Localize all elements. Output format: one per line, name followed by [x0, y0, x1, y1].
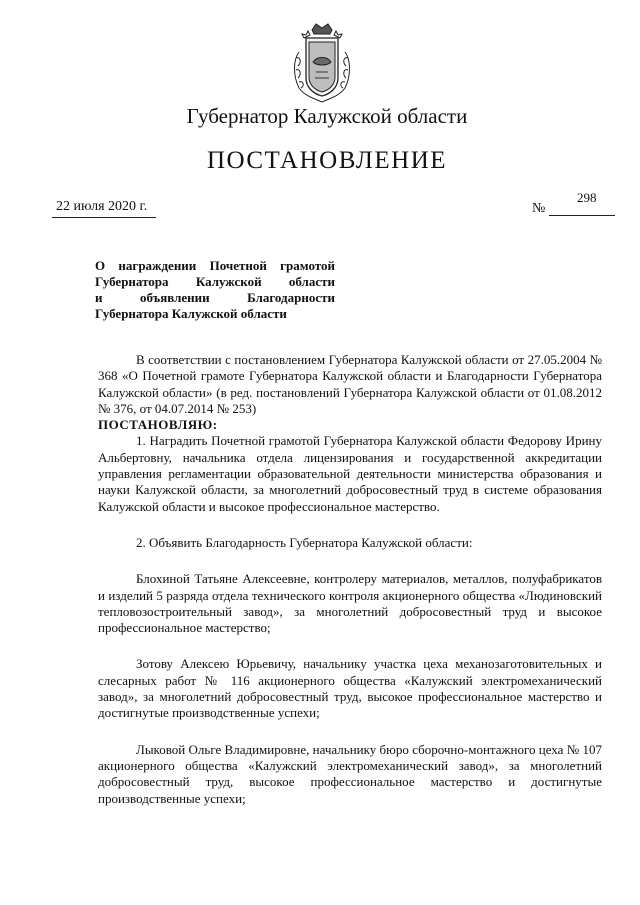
coat-of-arms-emblem [291, 22, 353, 104]
preamble-paragraph: В соответствии с постановлением Губернатора Калужской области от 27.05.2004 № 368 «О Почетной грамоте Губернатора Калужской области и Благодарности Губернатора Калужской области» (в ред. постановлений Губернатора Калужской области от 01.08.2012 № 376, от 04.07.2014 № 253) [98, 352, 602, 416]
document-number-label: № [532, 201, 546, 216]
document-number-underline [549, 215, 615, 216]
document-subject [95, 258, 335, 322]
governor-title: Губернатор Калужской области [186, 104, 468, 128]
item-1-paragraph: 1. Наградить Почетной грамотой Губернатора Калужской области Федорову Ирину Альбертовну, начальника отдела лицензирования и государственной аккредитации управления регламентации образовательной деятельности министерства образования и науки Калужской области, за многолетний добросовестный труд в системе образования Калужской области и высокое профессиональное мастерство. [98, 433, 602, 514]
recipient-paragraph: Блохиной Татьяне Алексеевне, контролеру материалов, металлов, полуфабрикатов и изделий 5 разряда отдела технического контроля акционерного общества «Людиновский тепловозостроительный завод», за многолетний добросовестный труд и высокое профессиональное мастерство; [98, 571, 602, 636]
recipient-paragraph: Зотову Алексею Юрьевичу, начальнику участка цеха механозаготовительных и слесарных работ № 116 акционерного общества «Калужский электромеханический завод», за многолетний добросовестный труд, высокое профессиональное мастерство и достигнутые производственные успехи; [98, 656, 602, 721]
document-number: 298 [577, 190, 597, 205]
recipient-paragraph: Лыковой Ольге Владимировне, начальнику бюро сборочно-монтажного цеха № 107 акционерного общества «Калужский электромеханический завод», за многолетний добросовестный труд, высокое профессиональное мастерство и достигнутые производственные успехи; [98, 741, 602, 806]
document-body [98, 352, 602, 807]
document-date: 22 июля 2020 г. [52, 199, 156, 218]
subject-line: Губернатора Калужской области [95, 274, 335, 289]
decree-word: ПОСТАНОВЛЯЮ: [98, 417, 218, 433]
document-type-heading: ПОСТАНОВЛЕНИЕ [206, 147, 448, 174]
subject-line: и объявлении Благодарности [95, 290, 335, 305]
subject-line: О награждении Почетной грамотой [95, 258, 335, 273]
item-2-paragraph: 2. Объявить Благодарность Губернатора Калужской области: [136, 534, 473, 550]
subject-line: Губернатора Калужской области [95, 306, 287, 321]
